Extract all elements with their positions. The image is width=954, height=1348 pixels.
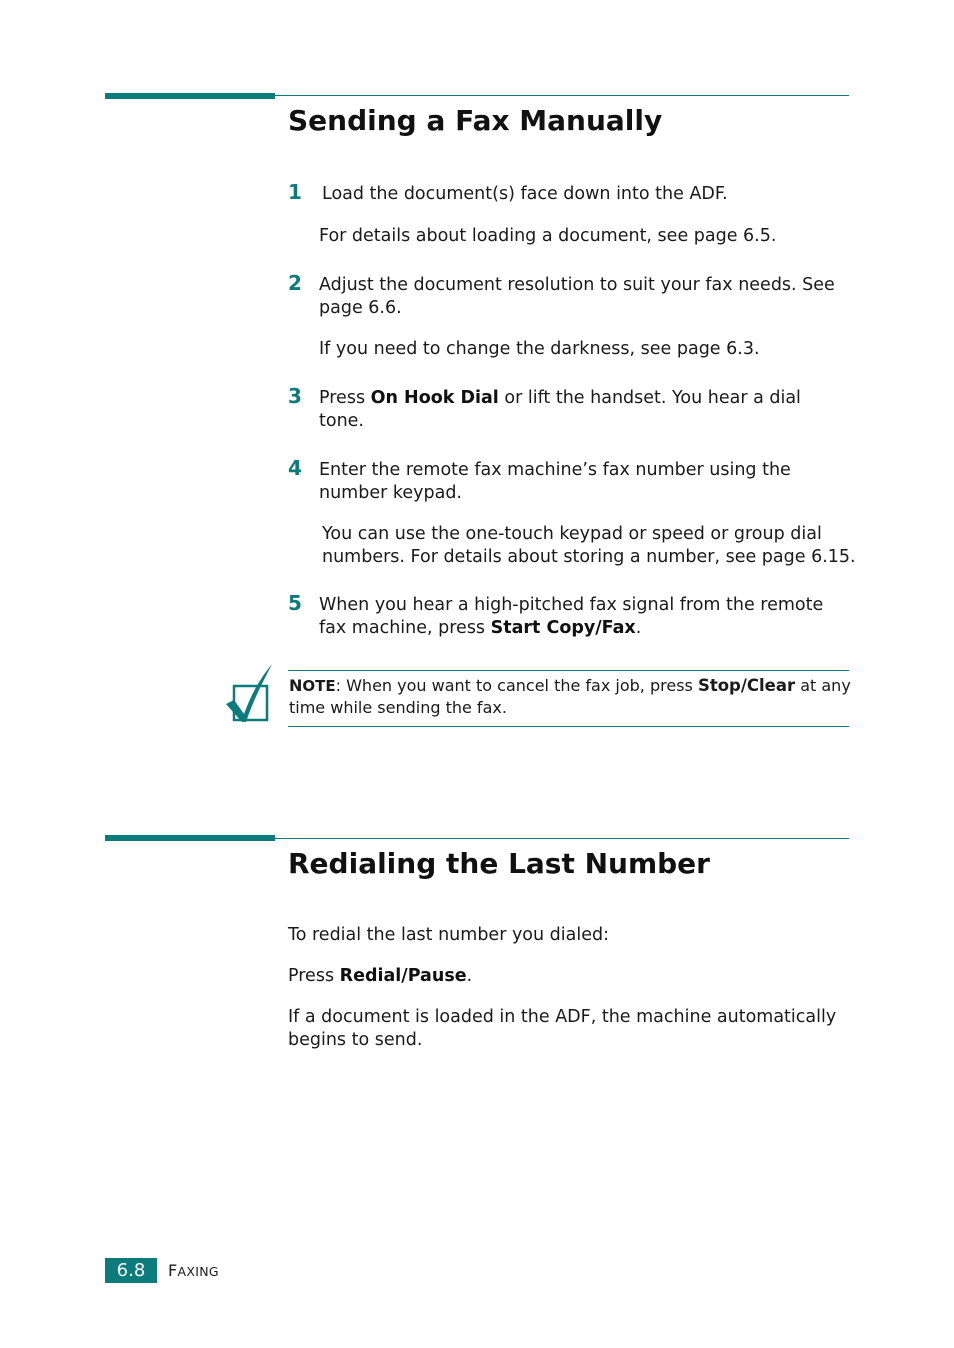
checkmark-note-icon	[224, 662, 274, 724]
section-rule-thin	[275, 95, 849, 96]
section-rule-thick	[105, 93, 275, 99]
step-5-text-before: When you hear a high-pitched fax signal from the remote fax machine, press	[319, 595, 824, 638]
section-rule-thick	[105, 835, 275, 841]
on-hook-dial-button-label: On Hook Dial	[370, 388, 499, 408]
step-1-text: Load the document(s) face down into the ADF.	[322, 184, 728, 204]
step-number-5: 5	[288, 591, 302, 615]
step-5-text	[319, 594, 854, 640]
start-copy-fax-button-label: Start Copy/Fax	[490, 618, 636, 638]
step-number-3: 3	[288, 384, 302, 408]
chapter-label: FAXING	[168, 1261, 219, 1280]
section-heading-sending-fax: Sending a Fax Manually	[288, 104, 663, 137]
note-label: NOTE	[289, 676, 336, 695]
redial-press-after: .	[466, 966, 473, 986]
step-2-text: Adjust the document resolution to suit your fax needs. See page 6.6.	[319, 275, 835, 318]
redial-press	[288, 965, 848, 988]
step-1-extra: For details about loading a document, see page 6.5.	[319, 226, 777, 246]
step-number-1: 1	[288, 180, 302, 204]
step-3-text	[319, 387, 839, 433]
redial-outro: If a document is loaded in the ADF, the machine automatically begins to send.	[288, 1007, 837, 1050]
section-heading-redialing: Redialing the Last Number	[288, 847, 710, 880]
page-number-badge: 6.8	[105, 1258, 157, 1283]
redial-press-before: Press	[288, 966, 340, 986]
step-5-text-after: .	[635, 618, 642, 638]
step-number-2: 2	[288, 271, 302, 295]
note-text	[289, 675, 855, 718]
stop-clear-button-label: Stop/Clear	[697, 676, 796, 695]
redial-pause-button-label: Redial/Pause	[339, 966, 467, 986]
step-4-text: Enter the remote fax machine’s fax number using the number keypad.	[319, 460, 791, 503]
step-number-4: 4	[288, 456, 302, 480]
step-3-text-after: or lift the handset. You hear a dial tone.	[319, 388, 801, 431]
step-3-text-before: Press	[319, 388, 371, 408]
note-text-after: at any time while sending the fax.	[289, 676, 851, 717]
step-2-extra: If you need to change the darkness, see page 6.3.	[319, 339, 760, 359]
step-4-extra: You can use the one-touch keypad or speed or group dial numbers. For details about storing a number, see page 6.15.	[322, 524, 856, 567]
redial-intro: To redial the last number you dialed:	[288, 925, 609, 945]
section-rule-thin	[275, 838, 849, 839]
note-text-before: : When you want to cancel the fax job, press	[335, 676, 698, 695]
